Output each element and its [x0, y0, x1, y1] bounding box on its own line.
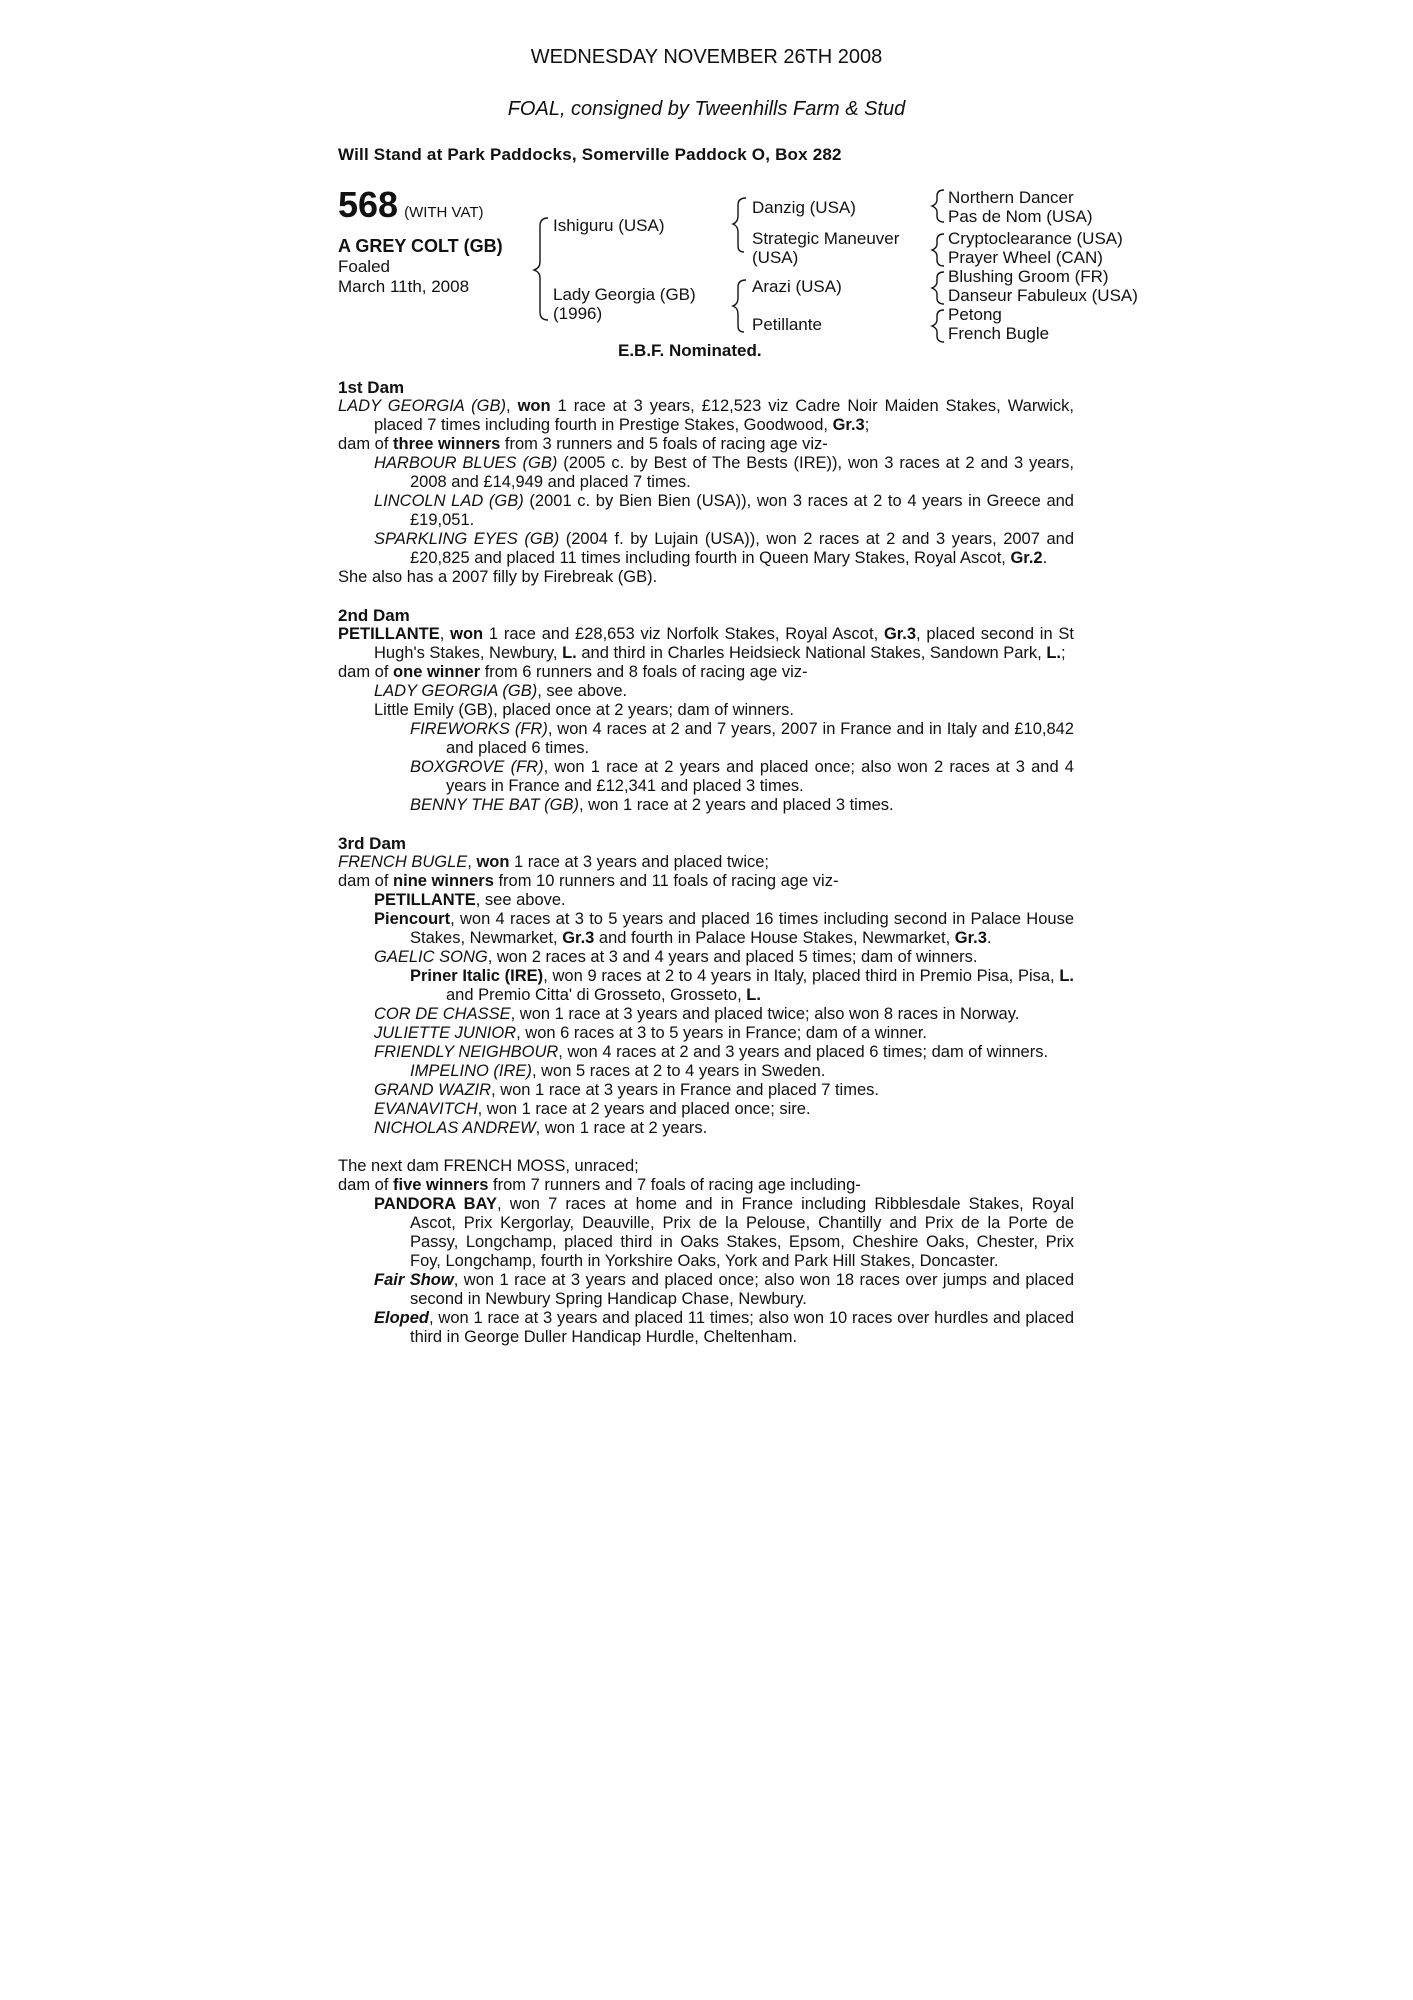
produce-entry: Eloped, won 1 race at 3 years and placed 11 times; also won 10 races over hurdles and placed third in George Duller Handicap Hurdle, Cheltenham.	[374, 1309, 1074, 1346]
pedigree-dam-sire: Arazi (USA)	[752, 277, 842, 296]
horse-name: A GREY COLT (GB)	[338, 236, 503, 256]
foaled-date: March 11th, 2008	[338, 277, 470, 296]
produce-note: She also has a 2007 filly by Firebreak (GB).	[338, 568, 658, 586]
pedigree-dds: Petong	[948, 305, 1002, 324]
produce-entry: SPARKLING EYES (GB) (2004 f. by Lujain (USA)), won 2 races at 2 and 3 years, 2007 and £20,825 and placed 11 times including fourth in Queen Mary Stakes, Royal Ascot, Gr.2.	[374, 530, 1074, 567]
produce-entry: Piencourt, won 4 races at 3 to 5 years and placed 16 times including second in Palace House Stakes, Newmarket, Gr.3 and fourth in Palace House Stakes, Newmarket, Gr.3.	[374, 910, 1074, 947]
produce-entry: IMPELINO (IRE), won 5 races at 2 to 4 years in Sweden.	[410, 1062, 826, 1080]
produce-entry: BOXGROVE (FR), won 1 race at 2 years and placed once; also won 2 races at 3 and 4 years in France and £12,341 and placed 3 times.	[410, 758, 1074, 795]
pedigree-sire-dam: Strategic Maneuver (USA)	[752, 229, 900, 267]
produce-entry: Little Emily (GB), placed once at 2 years; dam of winners.	[374, 701, 795, 719]
ebf-nominated: E.B.F. Nominated.	[618, 341, 762, 360]
pedigree-dss: Blushing Groom (FR)	[948, 267, 1109, 286]
produce-entry: FIREWORKS (FR), won 4 races at 2 and 7 years, 2007 in France and in Italy and £10,842 and placed 6 times.	[410, 720, 1074, 757]
produce-entry: LINCOLN LAD (GB) (2001 c. by Bien Bien (USA)), won 3 races at 2 to 4 years in Greece and £19,051.	[374, 492, 1074, 529]
produce-entry: PETILLANTE, see above.	[374, 891, 566, 909]
pedigree-dam-dam: Petillante	[752, 315, 822, 334]
first-dam-heading: 1st Dam	[338, 378, 405, 397]
catalogue-body	[338, 378, 1074, 1347]
pedigree-dsd: Danseur Fabuleux (USA)	[948, 286, 1138, 305]
produce-entry: Priner Italic (IRE), won 9 races at 2 to 4 years in Italy, placed third in Premio Pisa, Pisa, L. and Premio Citta' di Grosseto, Grosseto, L.	[410, 967, 1074, 1004]
fourth-dam-produce-summary: dam of five winners from 7 runners and 7 foals of racing age including-	[338, 1176, 861, 1194]
produce-entry: COR DE CHASSE, won 1 race at 3 years and placed twice; also won 8 races in Norway.	[374, 1005, 1020, 1023]
second-dam-heading: 2nd Dam	[338, 606, 410, 625]
second-dam-entry: PETILLANTE, won 1 race and £28,653 viz Norfolk Stakes, Royal Ascot, Gr.3, placed second in St Hugh's Stakes, Newbury, L. and third in Charles Heidsieck National Stakes, Sandown Park, L.;	[338, 625, 1075, 662]
gen3-brace-4	[932, 310, 944, 342]
gen2-sire-brace	[733, 198, 746, 252]
produce-entry: Fair Show, won 1 race at 3 years and placed once; also won 18 races over jumps and placed second in Newbury Spring Handicap Chase, Newbury.	[374, 1271, 1074, 1308]
consignment-line: FOAL, consigned by Tweenhills Farm & Stud	[507, 98, 906, 120]
first-dam-produce-summary: dam of three winners from 3 runners and 5 foals of racing age viz-	[338, 435, 828, 453]
gen3-brace-3	[932, 272, 944, 304]
pedigree-sds: Cryptoclearance (USA)	[948, 229, 1123, 248]
gen1-brace	[534, 218, 548, 320]
pedigree-sire-sire: Danzig (USA)	[752, 198, 856, 217]
produce-entry: FRIENDLY NEIGHBOUR, won 4 races at 2 and 3 years and placed 6 times; dam of winners.	[374, 1043, 1049, 1061]
pedigree-ssd: Pas de Nom (USA)	[948, 207, 1093, 226]
vat-note: (WITH VAT)	[404, 204, 484, 221]
produce-entry: BENNY THE BAT (GB), won 1 race at 2 years and placed 3 times.	[410, 796, 894, 814]
pedigree-ddd: French Bugle	[948, 324, 1050, 343]
produce-entry: GAELIC SONG, won 2 races at 3 and 4 years and placed 5 times; dam of winners.	[374, 948, 978, 966]
second-dam-produce-summary: dam of one winner from 6 runners and 8 foals of racing age viz-	[338, 663, 808, 681]
produce-entry: EVANAVITCH, won 1 race at 2 years and placed once; sire.	[374, 1100, 811, 1118]
pedigree-sss: Northern Dancer	[948, 188, 1074, 207]
produce-entry: PANDORA BAY, won 7 races at home and in France including Ribblesdale Stakes, Royal Ascot, Prix Kergorlay, Deauville, Prix de la Pelouse, Chantilly and Prix de la Porte de Passy, Longchamp, placed third in Oaks Stakes, Epsom, Cheshire Oaks, Chester, Prix Foy, Longchamp, fourth in Yorkshire Oaks, York and Park Hill Stakes, Doncaster.	[374, 1195, 1074, 1270]
third-dam-entry: FRENCH BUGLE, won 1 race at 3 years and placed twice;	[338, 853, 770, 871]
lot-number: 568	[338, 184, 399, 225]
fourth-dam-entry: The next dam FRENCH MOSS, unraced;	[338, 1157, 639, 1175]
pedigree-sdd: Prayer Wheel (CAN)	[948, 248, 1103, 267]
stand-location: Will Stand at Park Paddocks, Somerville Paddock O, Box 282	[338, 145, 842, 164]
produce-entry: NICHOLAS ANDREW, won 1 race at 2 years.	[374, 1119, 708, 1137]
sale-date: WEDNESDAY NOVEMBER 26TH 2008	[530, 46, 883, 68]
foaled-label: Foaled	[338, 257, 390, 276]
pedigree-dam: Lady Georgia (GB) (1996)	[553, 285, 696, 323]
produce-entry: LADY GEORGIA (GB), see above.	[374, 682, 628, 700]
pedigree-braces	[0, 0, 1413, 360]
third-dam-heading: 3rd Dam	[338, 834, 407, 853]
gen3-brace-2	[932, 234, 944, 266]
produce-entry: JULIETTE JUNIOR, won 6 races at 3 to 5 years in France; dam of a winner.	[374, 1024, 927, 1042]
first-dam-entry: LADY GEORGIA (GB), won 1 race at 3 years, £12,523 viz Cadre Noir Maiden Stakes, Warwick, placed 7 times including fourth in Prestige Stakes, Goodwood, Gr.3;	[338, 397, 1074, 434]
pedigree-sire: Ishiguru (USA)	[553, 216, 665, 235]
produce-entry: HARBOUR BLUES (GB) (2005 c. by Best of The Bests (IRE)), won 3 races at 2 and 3 years, 2008 and £14,949 and placed 7 times.	[374, 454, 1074, 491]
gen3-brace-1	[932, 190, 944, 222]
gen2-dam-brace	[733, 280, 746, 332]
third-dam-produce-summary: dam of nine winners from 10 runners and 11 foals of racing age viz-	[338, 872, 839, 890]
produce-entry: GRAND WAZIR, won 1 race at 3 years in France and placed 7 times.	[374, 1081, 879, 1099]
